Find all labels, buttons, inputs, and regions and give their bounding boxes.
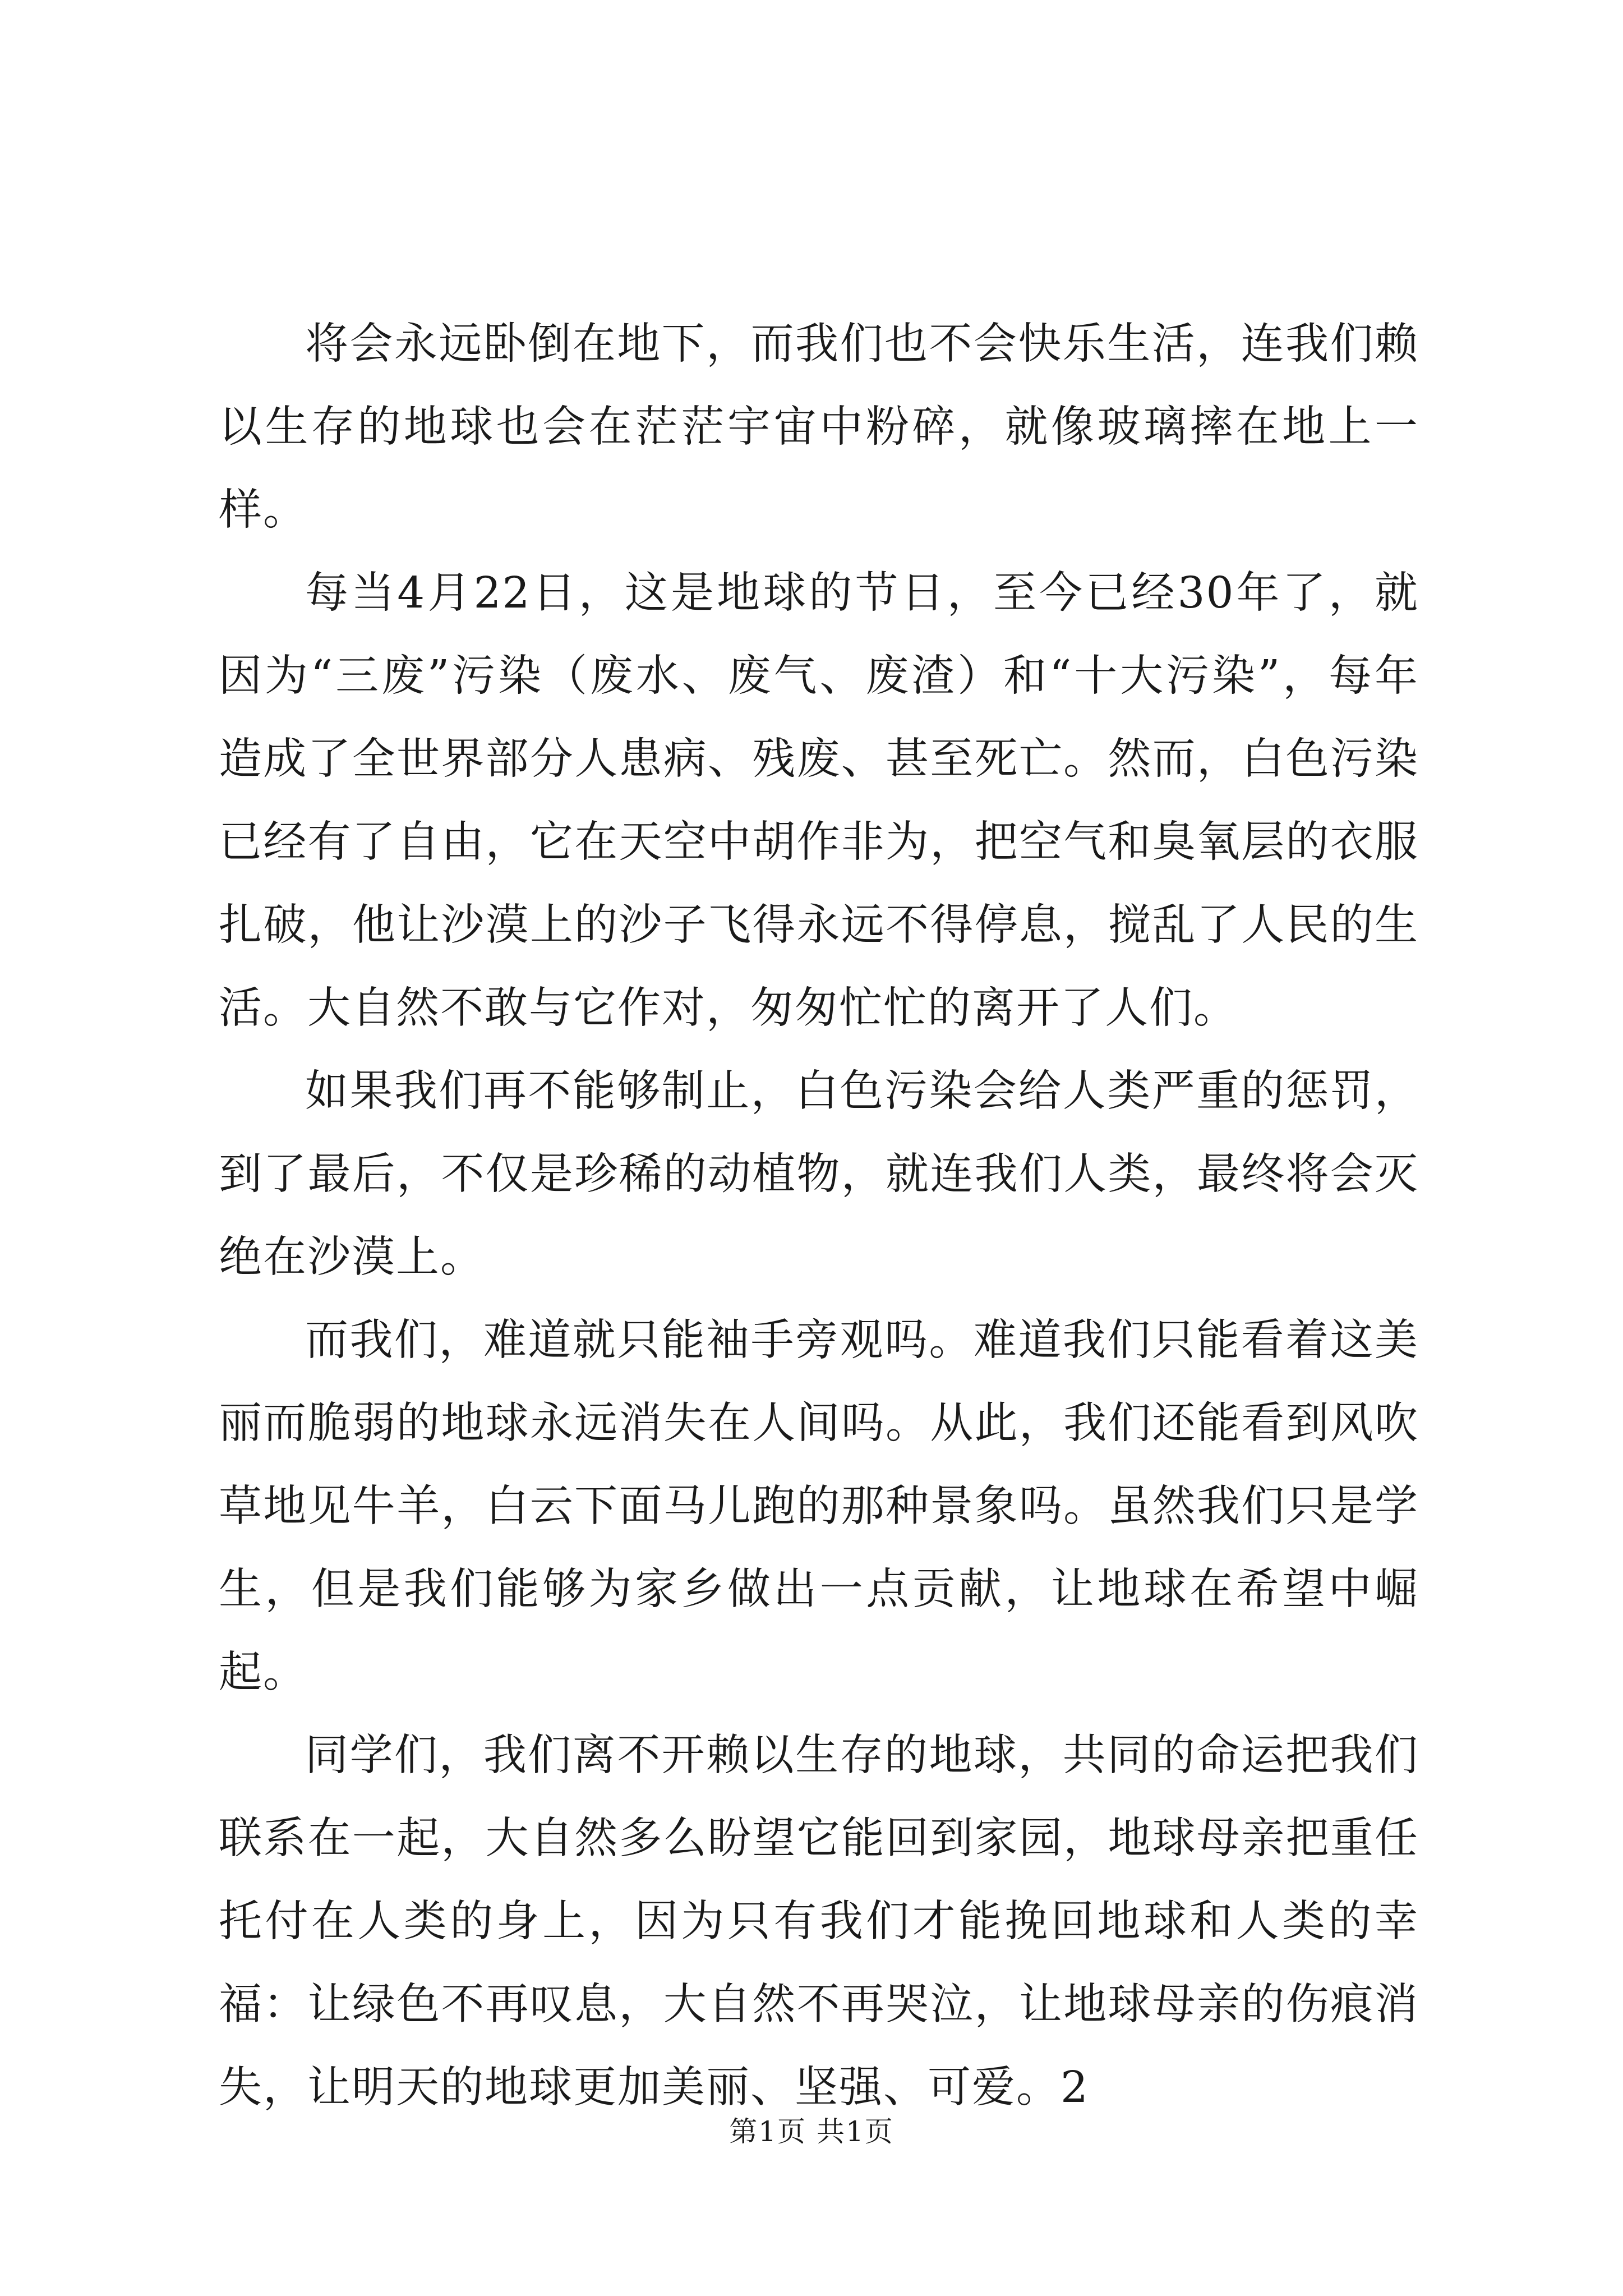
document-body bbox=[219, 303, 1419, 2129]
paragraph-3: 如果我们再不能够制止，白色污染会给人类严重的惩罚，到了最后，不仅是珍稀的动植物，就连我们人类，最终将会灭绝在沙漠上。 bbox=[219, 1066, 1419, 1282]
paragraph-1: 将会永远卧倒在地下，而我们也不会快乐生活，连我们赖以生存的地球也会在茫茫宇宙中粉碎，就像玻璃摔在地上一样。 bbox=[219, 319, 1419, 535]
page-footer: 第1页 共1页 bbox=[729, 2115, 894, 2148]
paragraph-4: 而我们，难道就只能袖手旁观吗。难道我们只能看着这美丽而脆弱的地球永远消失在人间吗。从此，我们还能看到风吹草地见牛羊，白云下面马儿跑的那种景象吗。虽然我们只是学生，但是我们能够为家乡做出一点贡献，让地球在希望中崛起。 bbox=[219, 1315, 1419, 1697]
paragraph-2: 每当4月22日，这是地球的节日，至今已经30年了，就因为“三废”污染（废水、废气、废渣）和“十大污染”，每年造成了全世界部分人患病、残废、甚至死亡。然而，白色污染已经有了自由，它在天空中胡作非为，把空气和臭氧层的衣服扎破，他让沙漠上的沙子飞得永远不得停息，搅乱了人民的生活。大自然不敢与它作对，匆匆忙忙的离开了人们。 bbox=[219, 568, 1419, 1033]
paragraph-5: 同学们，我们离不开赖以生存的地球，共同的命运把我们联系在一起，大自然多么盼望它能回到家园，地球母亲把重任托付在人类的身上，因为只有我们才能挽回地球和人类的幸福：让绿色不再叹息，大自然不再哭泣，让地球母亲的伤痕消失，让明天的地球更加美丽、坚强、可爱。2 bbox=[219, 1731, 1419, 2113]
